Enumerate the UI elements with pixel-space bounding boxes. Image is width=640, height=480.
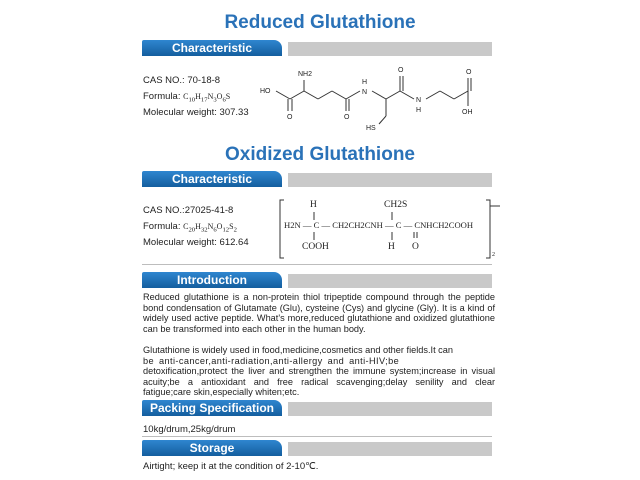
ox-main-chain: H2N — C — CH2CH2CNH — C — CNHCH2COOH bbox=[284, 220, 474, 230]
divider bbox=[142, 436, 492, 437]
reduced-formula-row bbox=[143, 91, 230, 107]
o-right-top-label: O bbox=[466, 69, 472, 76]
h-n1-label: H bbox=[362, 79, 368, 86]
section-tab: Packing Specification bbox=[142, 400, 282, 416]
o-mid-label: O bbox=[344, 114, 350, 121]
o-top-label: O bbox=[398, 67, 404, 74]
section-bar bbox=[288, 274, 492, 288]
introduction-header bbox=[142, 272, 492, 288]
nh2-label: NH2 bbox=[298, 71, 313, 78]
ho-left-label: HO bbox=[260, 88, 271, 95]
h-n2-label: H bbox=[416, 107, 422, 114]
storage-header bbox=[142, 440, 492, 456]
ox-o-bottom: O bbox=[412, 242, 419, 252]
n2-label: N bbox=[416, 97, 422, 104]
section-bar bbox=[288, 173, 492, 187]
ox-ch2s: CH2S bbox=[384, 200, 408, 210]
introduction-paragraph-2b: be anti-cancer,anti-radiation,anti-allergy and anti-HIV;be bbox=[143, 355, 400, 366]
reduced-structure bbox=[258, 58, 498, 138]
ox-cooh: COOH bbox=[302, 242, 329, 252]
n1-label: N bbox=[362, 89, 368, 96]
reduced-title: Reduced Glutathione bbox=[224, 12, 416, 33]
reduced-characteristic-header bbox=[142, 40, 492, 56]
divider bbox=[142, 264, 492, 265]
packing-header bbox=[142, 400, 492, 416]
section-tab: Storage bbox=[142, 440, 282, 456]
section-tab: Characteristic bbox=[142, 40, 282, 56]
reduced-cas: CAS NO.: 70-18-8 bbox=[143, 75, 221, 86]
reduced-molecular-weight: Molecular weight: 307.33 bbox=[143, 107, 249, 118]
packing-text: 10kg/drum,25kg/drum bbox=[143, 424, 236, 435]
o-left-label: O bbox=[287, 114, 293, 121]
formula-label: Formula: bbox=[143, 91, 181, 102]
ox-h-bottom: H bbox=[388, 242, 395, 252]
oh-right-label: OH bbox=[462, 109, 473, 116]
oxidized-formula: $C_{20}H_{32}N_6O_{12}S_2$ bbox=[183, 222, 237, 234]
formula-label: Formula: bbox=[143, 221, 181, 232]
introduction-paragraph-2a: Glutathione is widely used in food,medicine,cosmetics and other fields.It can bbox=[143, 345, 453, 355]
hs-label: HS bbox=[366, 125, 376, 132]
section-bar bbox=[288, 42, 492, 56]
ox-subscript-2: 2 bbox=[492, 252, 495, 258]
oxidized-structure bbox=[278, 198, 500, 260]
oxidized-characteristic-header bbox=[142, 171, 492, 187]
section-tab: Introduction bbox=[142, 272, 282, 288]
section-bar bbox=[288, 402, 492, 416]
section-bar bbox=[288, 442, 492, 456]
oxidized-cas: CAS NO.:27025-41-8 bbox=[143, 205, 234, 216]
oxidized-title: Oxidized Glutathione bbox=[224, 144, 415, 165]
oxidized-formula-row bbox=[143, 221, 237, 237]
reduced-formula: $C_{10}H_{17}N_3O_6S$ bbox=[183, 92, 231, 104]
storage-text: Airtight; keep it at the condition of 2-10℃. bbox=[143, 461, 319, 472]
ox-h-top: H bbox=[310, 200, 317, 210]
oxidized-molecular-weight: Molecular weight: 612.64 bbox=[143, 237, 249, 248]
introduction-paragraph-1: Reduced glutathione is a non-protein thiol tripeptide compound through the peptide bond condensation of Glutamate (Glu), cysteine (Cys) and glycine (Gly). It is a kind of widely used active peptide. What's more,reduced glutathione and oxidized glutathione can be transformed into each other in the human body. bbox=[143, 292, 495, 334]
introduction-paragraph-2c: detoxification,protect the liver and strengthen the immune system;increase in visual acuity;be a antioxidant and free radical scavenging;delay senility and clear fatigue;care skin,especially whiten;etc. bbox=[143, 366, 495, 398]
section-tab: Characteristic bbox=[142, 171, 282, 187]
